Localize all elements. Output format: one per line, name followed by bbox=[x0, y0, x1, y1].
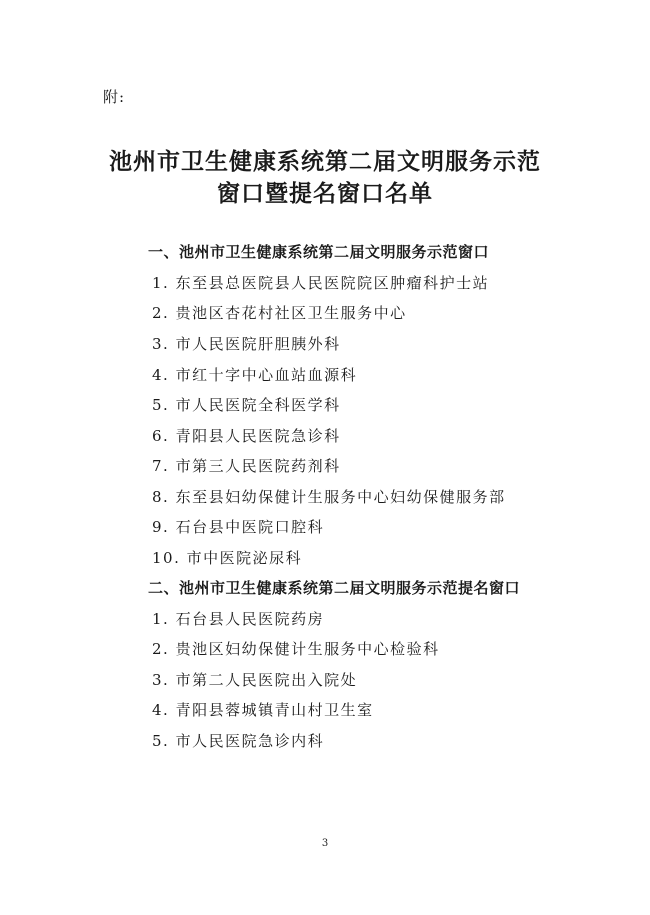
list-item: 3. 市人民医院肝胆胰外科 bbox=[152, 335, 341, 353]
list-item: 1. 东至县总医院县人民医院院区肿瘤科护士站 bbox=[152, 274, 490, 292]
page-number: 3 bbox=[321, 838, 329, 849]
list-item: 4. 青阳县蓉城镇青山村卫生室 bbox=[152, 701, 374, 719]
list-item: 7. 市第三人民医院药剂科 bbox=[152, 457, 341, 475]
document-title-line1: 池州市卫生健康系统第二届文明服务示范 bbox=[109, 148, 541, 175]
list-item: 9. 石台县中医院口腔科 bbox=[152, 518, 325, 536]
list-item: 1. 石台县人民医院药房 bbox=[152, 610, 325, 628]
list-item: 5. 市人民医院全科医学科 bbox=[152, 396, 341, 414]
list-item: 6. 青阳县人民医院急诊科 bbox=[152, 427, 341, 445]
list-item: 8. 东至县妇幼保健计生服务中心妇幼保健服务部 bbox=[152, 488, 506, 506]
section-heading-nominated: 二、池州市卫生健康系统第二届文明服务示范提名窗口 bbox=[148, 579, 521, 597]
section-heading-demonstration: 一、池州市卫生健康系统第二届文明服务示范窗口 bbox=[148, 243, 490, 261]
list-item: 2. 贵池区妇幼保健计生服务中心检验科 bbox=[152, 640, 440, 658]
document-title-line2: 窗口暨提名窗口名单 bbox=[217, 180, 433, 207]
list-item: 3. 市第二人民医院出入院处 bbox=[152, 671, 358, 689]
list-item: 4. 市红十字中心血站血源科 bbox=[152, 366, 358, 384]
list-item: 10. 市中医院泌尿科 bbox=[152, 549, 303, 567]
list-item: 5. 市人民医院急诊内科 bbox=[152, 732, 325, 750]
attachment-label: 附: bbox=[103, 88, 126, 106]
list-item: 2. 贵池区杏花村社区卫生服务中心 bbox=[152, 304, 407, 322]
